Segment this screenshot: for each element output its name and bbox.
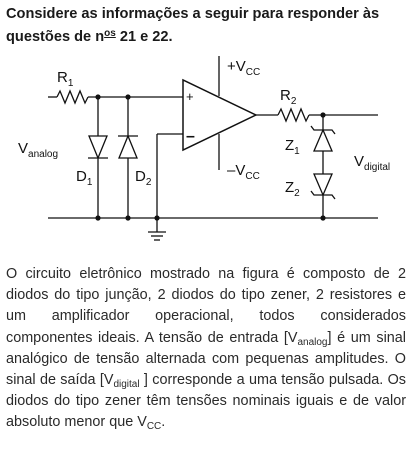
node-dot-ground-z xyxy=(320,215,325,220)
paragraph-sub-digital: digital xyxy=(113,379,140,391)
paragraph-part-4: . xyxy=(161,414,166,431)
label-z2: $Z_2$ xyxy=(285,179,300,199)
circuit-diagram xyxy=(0,48,413,258)
heading-superscript: os xyxy=(104,28,116,39)
label-vdigital: $V_{digital}$ xyxy=(354,153,391,173)
zener-z1-body xyxy=(314,130,332,151)
question-heading xyxy=(6,4,408,47)
heading-line-2 xyxy=(6,24,408,47)
paragraph-sub-cc: CC xyxy=(146,421,162,433)
paragraph-sub-analog: analog xyxy=(297,336,328,348)
node-dot-d1 xyxy=(95,94,100,99)
label-r1: $R_1$ xyxy=(57,69,74,89)
node-dot-ground-d2 xyxy=(125,215,130,220)
paragraph-part-3: ] corresponde a uma tensão pulsada. Os diodos do tipo zener têm tensões nominais iguais e de valor absoluto menor que V xyxy=(6,372,406,431)
node-dot-ground-d1 xyxy=(95,215,100,220)
label-d2: $D_2$ xyxy=(135,168,152,188)
resistor-r1 xyxy=(57,91,88,103)
zener-z2-body xyxy=(314,174,332,195)
label-plus-supply: $+V_{CC}$ xyxy=(227,58,261,78)
node-dot-zener xyxy=(320,112,325,117)
label-r2: $R_2$ xyxy=(280,87,297,107)
diode-d1-body xyxy=(89,136,107,158)
label-z1: $Z_1$ xyxy=(285,137,300,157)
paragraph-part-1: O circuito eletrônico mostrado na figura é composto de 2 diodos do tipo junção, 2 diodos do tipo zener, 2 resistores e um amplificador operacional, todos considerados componentes ideais. A tensão de entrada [V xyxy=(6,266,406,346)
question-paragraph xyxy=(6,264,406,434)
node-dot-ground-op xyxy=(154,215,159,220)
label-vanalog: $V_{analog}$ xyxy=(18,140,59,160)
resistor-r2 xyxy=(278,109,309,121)
label-plus-input: + xyxy=(186,89,194,104)
node-dot-d2 xyxy=(125,94,130,99)
label-minus-input: – xyxy=(186,128,195,145)
heading-prefix: questões de n xyxy=(6,29,105,45)
label-d1: $D_1$ xyxy=(76,168,93,188)
heading-line-1: Considere as informações a seguir para responder às xyxy=(6,6,380,22)
label-minus-supply: $-V_{CC}$ xyxy=(227,162,260,182)
diode-d2-body xyxy=(119,136,137,158)
paragraph-part-2: ] é um sinal analógico de tensão alternada com pequenas amplitudes. O sinal de saída [V xyxy=(6,329,406,389)
heading-suffix: 21 e 22. xyxy=(115,29,173,45)
